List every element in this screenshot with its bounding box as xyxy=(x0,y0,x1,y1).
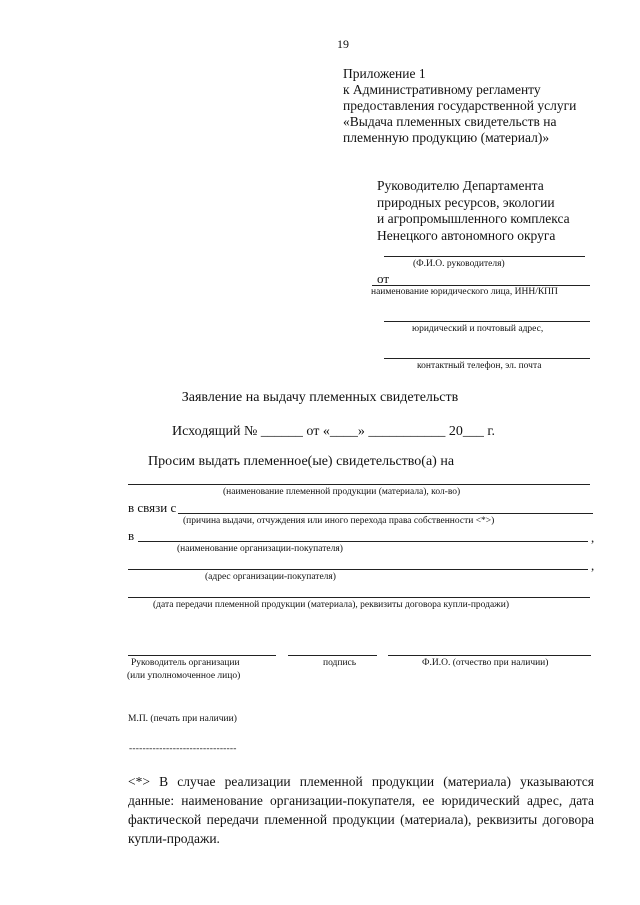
buyer-label: в xyxy=(128,528,135,543)
addressee-line: и агропромышленного комплекса xyxy=(377,211,570,226)
head-caption: Руководитель организации xyxy=(131,658,240,668)
buyer-field-line[interactable] xyxy=(138,541,588,542)
appendix-line: племенную продукцию (материал)» xyxy=(343,130,550,145)
head-signature-line[interactable] xyxy=(128,655,276,656)
addressee-line: Ненецкого автономного округа xyxy=(377,227,556,243)
appendix-line: «Выдача племенных свидетельств на xyxy=(343,114,557,129)
entity-field-line[interactable] xyxy=(372,285,590,286)
reason-label: в связи с xyxy=(128,500,177,515)
stamp-note: М.П. (печать при наличии) xyxy=(128,714,237,724)
addressee-block xyxy=(377,178,570,244)
reason-field-line[interactable] xyxy=(178,513,593,514)
footnote-separator: -------------------------------- xyxy=(129,744,237,754)
appendix-line: Приложение 1 xyxy=(343,66,426,81)
buyer-comma: , xyxy=(591,530,595,545)
addressee-line: Руководителю Департамента xyxy=(377,178,544,193)
document-title: Заявление на выдачу племенных свидетельств xyxy=(181,390,459,405)
fio-field-line[interactable] xyxy=(384,256,585,257)
buyer-address-comma: , xyxy=(591,558,595,573)
appendix-line: к Административному регламенту xyxy=(343,82,541,97)
appendix-line: предоставления государственной услуги xyxy=(343,98,577,113)
from-label: от xyxy=(377,271,390,286)
transfer-field-line[interactable] xyxy=(128,597,590,598)
entity-caption: наименование юридического лица, ИНН/КПП xyxy=(371,287,558,297)
outgoing-number-line: Исходящий № ______ от «____» ___________ 20___ г. xyxy=(172,424,495,439)
transfer-caption: (дата передачи племенной продукции (материала), реквизиты договора купли-продажи) xyxy=(153,600,509,610)
contact-field-line[interactable] xyxy=(384,358,590,359)
footnote-text: <*> В случае реализации племенной продукции (материала) указываются данные: наименование организации-покупателя, ее юридический адрес, дата фактической передачи племенной продукции (материала), реквизиты договора купли-продажи. xyxy=(128,774,594,846)
head-caption-alt: (или уполномоченное лицо) xyxy=(127,671,241,681)
page-number: 19 xyxy=(337,37,349,51)
contact-caption: контактный телефон, эл. почта xyxy=(417,361,542,371)
appendix-header xyxy=(343,66,576,146)
addressee-line: природных ресурсов, экологии xyxy=(377,194,555,210)
address-caption: юридический и почтовый адрес, xyxy=(412,324,544,334)
fio-signature-line[interactable] xyxy=(388,655,591,656)
request-text: Просим выдать племенное(ые) свидетельство(а) на xyxy=(148,454,455,469)
fio-caption: (Ф.И.О. руководителя) xyxy=(413,259,505,269)
product-caption: (наименование племенной продукции (материала), кол-во) xyxy=(223,487,461,497)
fio-signature-caption: Ф.И.О. (отчество при наличии) xyxy=(422,658,549,668)
sign-line[interactable] xyxy=(288,655,377,656)
product-field-line[interactable] xyxy=(128,484,590,485)
buyer-address-field-line[interactable] xyxy=(128,569,588,570)
buyer-address-caption: (адрес организации-покупателя) xyxy=(205,572,336,582)
address-field-line[interactable] xyxy=(384,321,590,322)
reason-caption: (причина выдачи, отчуждения или иного перехода права собственности <*>) xyxy=(183,516,495,526)
sign-caption: подпись xyxy=(323,658,357,668)
buyer-caption: (наименование организации-покупателя) xyxy=(177,544,343,554)
